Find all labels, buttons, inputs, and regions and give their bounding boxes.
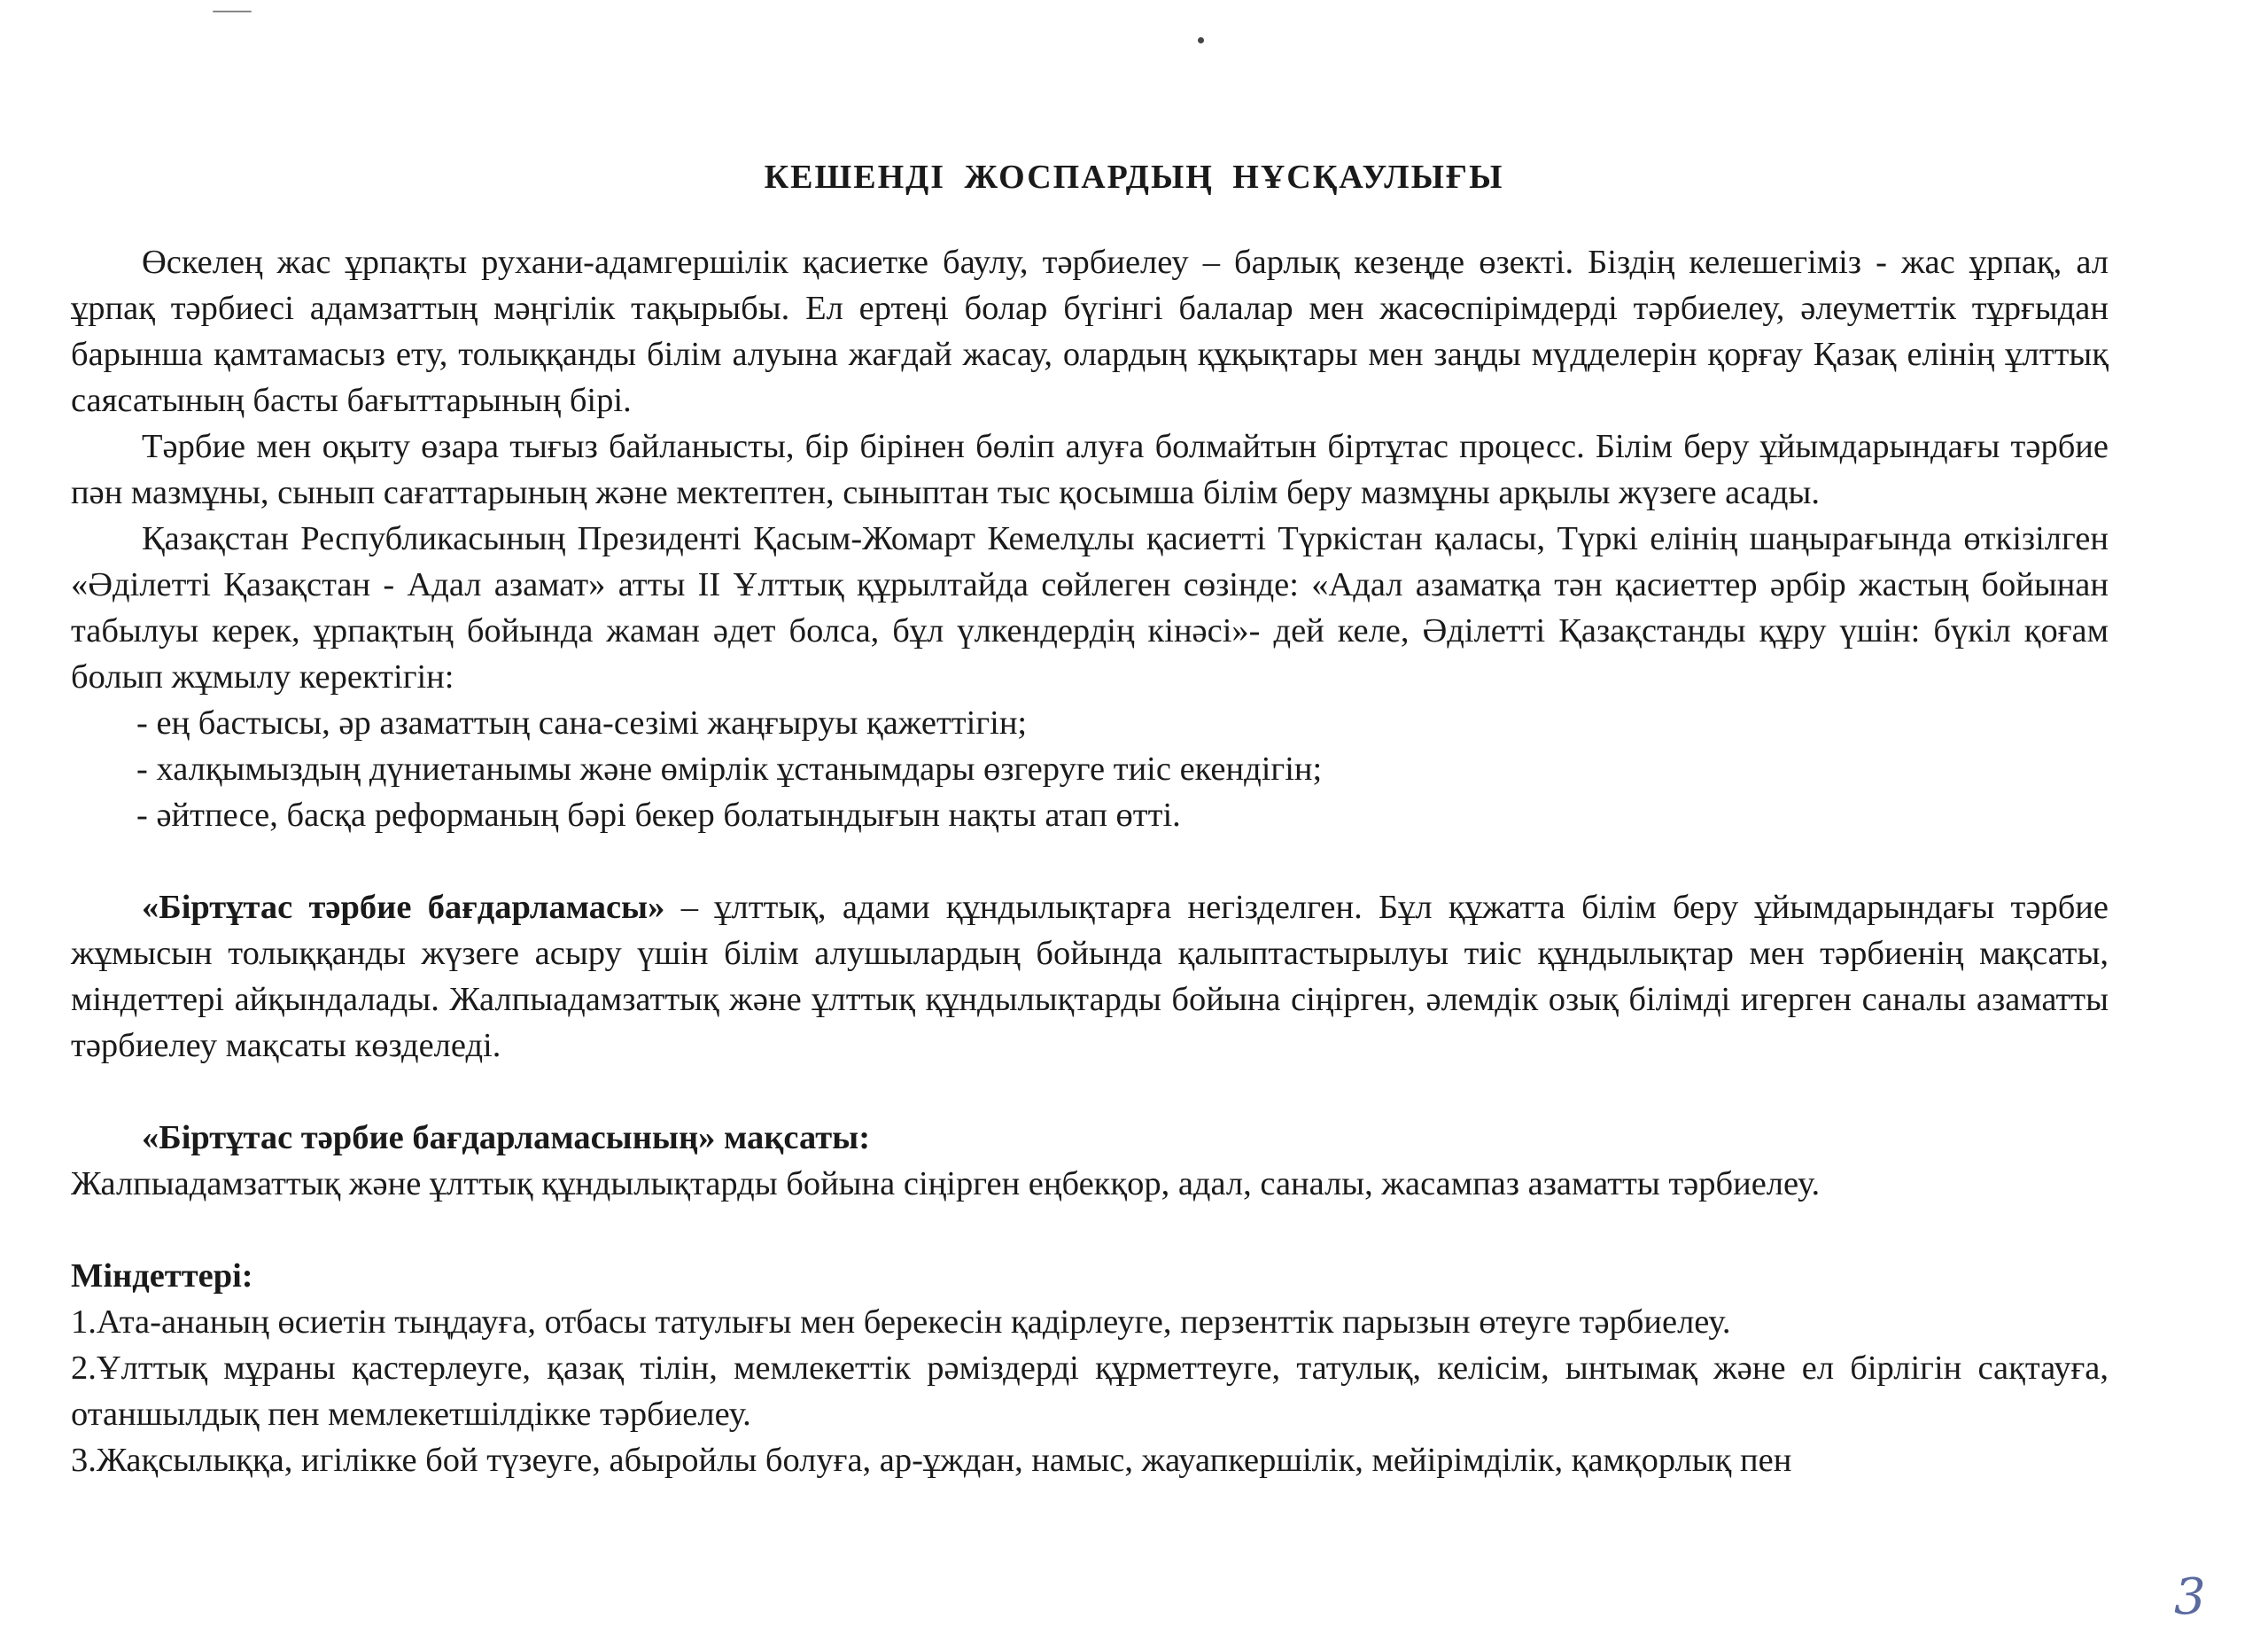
paragraph-program [71,884,2109,1069]
paragraph-education: Тәрбие мен оқыту өзара тығыз байланысты, бір бірінен бөліп алуға болмайтын біртұтас процесс. Білім беру ұйымдарындағы тәрбие пән мазмұны, сынып сағаттарының және мектептен, сыныптан тыс қосымша білім беру мазмұны арқылы жүзеге асады. [71,428,2109,511]
task-item: 1.Ата-ананың өсиетін тыңдауға, отбасы татулығы мен берекесін қадірлеуге, перзенттік парызын өтеуге тәрбиелеу. [71,1303,1731,1341]
program-name-bold: «Біртұтас тәрбие бағдарламасы» [142,889,665,926]
list-item: - әйтпесе, басқа реформаның бәрі бекер болатындығын нақты атап өтті. [136,797,1181,834]
task-item: 3.Жақсылыққа, игілікке бой түзеуге, абыройлы болуға, ар-ұждан, намыс, жауапкершілік, мейірімділік, қамқорлық пен [71,1442,1792,1479]
list-item: - халқымыздың дүниетанымы және өмірлік ұстанымдары өзгеруге тиіс екендігін; [136,751,1323,788]
scan-dash-mark [213,11,252,12]
handwritten-page-number: 3 [2174,1568,2206,1626]
program-description: – ұлттық, адами құндылықтарға негізделген. Бұл құжатта білім беру ұйымдарындағы тәрбие жұмысын толыққанды жүзеге асыру үшін білім алушылардың бойында қалыптастырылуы тиіс құндылықтар мен тәрбиенің мақсаты, міндеттері айқындалады. Жалпыадамзаттық және ұлттық құндылықтарды бойына сіңірген, әлемдік озық білімді игерген саналы азаматты тәрбиелеу мақсаты көзделеді. [71,889,2109,1064]
paragraph-president: Қазақстан Республикасының Президенті Қасым-Жомарт Кемелұлы қасиетті Түркістан қаласы, Түркі елінің шаңырағында өткізілген «Әділетті Қазақстан - Адал азамат» атты ІІ Ұлттық құрылтайда сөйлеген сөзінде: «Адал азаматқа тән қасиеттер әрбір жастың бойынан табылуы керек, ұрпақтың бойында жаман әдет болса, бұл үлкендердің кінәсі»- дей келе, Әділетті Қазақстанды құру үшін: бүкіл қоғам болып жұмылу керектігін: [71,520,2109,696]
document-title: КЕШЕНДІ ЖОСПАРДЫҢ НҰСҚАУЛЫҒЫ [764,159,1504,196]
tasks-heading: Міндеттері: [71,1257,253,1295]
scan-dot-mark [1198,37,1204,43]
task-item: 2.Ұлттық мұраны қастерлеуге, қазақ тілін, мемлекеттік рәміздерді құрметтеуге, татулық, келісім, ынтымақ және ел бірлігін сақтауға, отаншылдық пен мемлекетшілдікке тәрбиелеу. [71,1350,2109,1433]
goal-text: Жалпыадамзаттық және ұлттық құндылықтарды бойына сіңірген еңбекқор, адал, саналы, жасампаз азаматты тәрбиелеу. [71,1165,1821,1202]
goal-heading: «Біртұтас тәрбие бағдарламасының» мақсаты: [142,1119,871,1156]
list-item: - ең бастысы, әр азаматтың сана-сезімі жаңғыруы қажеттігін; [136,704,1028,742]
paragraph-intro: Өскелең жас ұрпақты рухани-адамгершілік қасиетке баулу, тәрбиелеу – барлық кезеңде өзекті. Біздің келешегіміз - жас ұрпақ, ал ұрпақ тәрбиесі адамзаттың мәңгілік тақырыбы. Ел ертеңі болар бүгінгі балалар мен жасөспірімдерді тәрбиелеу, әлеуметтік тұрғыдан барынша қамтамасыз ету, толыққанды білім алуына жағдай жасау, олардың құқықтары мен заңды мүдделерін қорғау Қазақ елінің ұлттық саясатының басты бағыттарының бірі. [71,244,2109,419]
spacer [71,838,2109,884]
document-body [71,239,2109,1483]
spacer [71,1069,2109,1115]
spacer [71,1207,2109,1253]
